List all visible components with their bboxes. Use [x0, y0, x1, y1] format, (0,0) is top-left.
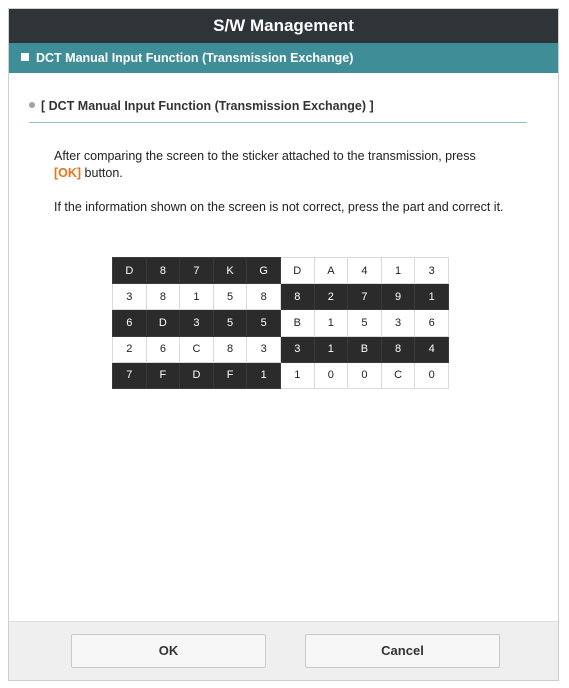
- code-cell[interactable]: 1: [381, 258, 415, 284]
- square-bullet-icon: [21, 53, 29, 61]
- code-cell[interactable]: 2: [113, 336, 147, 362]
- code-cell[interactable]: 4: [348, 258, 382, 284]
- code-cell[interactable]: 4: [415, 336, 449, 362]
- code-cell[interactable]: B: [348, 336, 382, 362]
- code-cell[interactable]: 5: [247, 310, 281, 336]
- code-cell[interactable]: 8: [146, 258, 180, 284]
- code-cell[interactable]: D: [180, 362, 214, 388]
- code-cell[interactable]: 7: [180, 258, 214, 284]
- code-cell[interactable]: A: [314, 258, 348, 284]
- code-cell[interactable]: 8: [381, 336, 415, 362]
- code-cell[interactable]: 0: [314, 362, 348, 388]
- code-cell[interactable]: B: [280, 310, 314, 336]
- code-cell[interactable]: 7: [113, 362, 147, 388]
- code-cell[interactable]: 5: [213, 284, 247, 310]
- code-cell[interactable]: 7: [348, 284, 382, 310]
- code-cell[interactable]: 6: [415, 310, 449, 336]
- code-cell[interactable]: D: [280, 258, 314, 284]
- bullet-dot-icon: [29, 102, 35, 108]
- code-cell[interactable]: C: [180, 336, 214, 362]
- code-grid-row: [113, 362, 449, 388]
- code-cell[interactable]: 1: [180, 284, 214, 310]
- code-cell[interactable]: 6: [113, 310, 147, 336]
- code-cell[interactable]: F: [146, 362, 180, 388]
- subheader-label: DCT Manual Input Function (Transmission Exchange): [36, 51, 354, 65]
- code-cell[interactable]: 2: [314, 284, 348, 310]
- code-cell[interactable]: 5: [213, 310, 247, 336]
- subheader-bar: [9, 43, 558, 73]
- code-cell[interactable]: 3: [280, 336, 314, 362]
- code-cell[interactable]: 3: [247, 336, 281, 362]
- code-cell[interactable]: 3: [381, 310, 415, 336]
- code-cell[interactable]: 8: [146, 284, 180, 310]
- instruction-compare-text: After comparing the screen to the sticker attached to the transmission, press: [54, 149, 476, 163]
- instruction-compare: [54, 148, 534, 182]
- section-title: [29, 99, 527, 123]
- instruction-correct: If the information shown on the screen is not correct, press the part and correct it.: [54, 200, 504, 214]
- ok-button[interactable]: OK: [71, 634, 266, 668]
- code-cell[interactable]: 1: [314, 310, 348, 336]
- code-cell[interactable]: 8: [213, 336, 247, 362]
- code-grid-row: [113, 284, 449, 310]
- code-cell[interactable]: D: [146, 310, 180, 336]
- code-cell[interactable]: 3: [415, 258, 449, 284]
- code-grid-row: [113, 258, 449, 284]
- code-cell[interactable]: G: [247, 258, 281, 284]
- code-cell[interactable]: 8: [247, 284, 281, 310]
- transmission-code-grid: [112, 257, 449, 389]
- code-cell[interactable]: 1: [280, 362, 314, 388]
- code-cell[interactable]: 1: [415, 284, 449, 310]
- code-cell[interactable]: K: [213, 258, 247, 284]
- code-cell[interactable]: 0: [348, 362, 382, 388]
- code-grid-row: [113, 310, 449, 336]
- code-cell[interactable]: 5: [348, 310, 382, 336]
- code-cell[interactable]: 0: [415, 362, 449, 388]
- code-cell[interactable]: 6: [146, 336, 180, 362]
- section-title-label: [ DCT Manual Input Function (Transmission Exchange) ]: [41, 99, 374, 113]
- window-title: S/W Management: [9, 9, 558, 43]
- code-cell[interactable]: 1: [247, 362, 281, 388]
- code-cell[interactable]: 3: [180, 310, 214, 336]
- code-cell[interactable]: F: [213, 362, 247, 388]
- footer-bar: [9, 621, 558, 680]
- instruction-compare-tail: button.: [81, 166, 123, 180]
- code-cell[interactable]: C: [381, 362, 415, 388]
- code-cell[interactable]: 8: [280, 284, 314, 310]
- code-cell[interactable]: 9: [381, 284, 415, 310]
- ok-keyword: [OK]: [54, 166, 82, 180]
- code-cell[interactable]: 1: [314, 336, 348, 362]
- code-cell[interactable]: D: [113, 258, 147, 284]
- sw-management-window: [8, 8, 559, 681]
- cancel-button[interactable]: Cancel: [305, 634, 500, 668]
- code-grid-row: [113, 336, 449, 362]
- code-cell[interactable]: 3: [113, 284, 147, 310]
